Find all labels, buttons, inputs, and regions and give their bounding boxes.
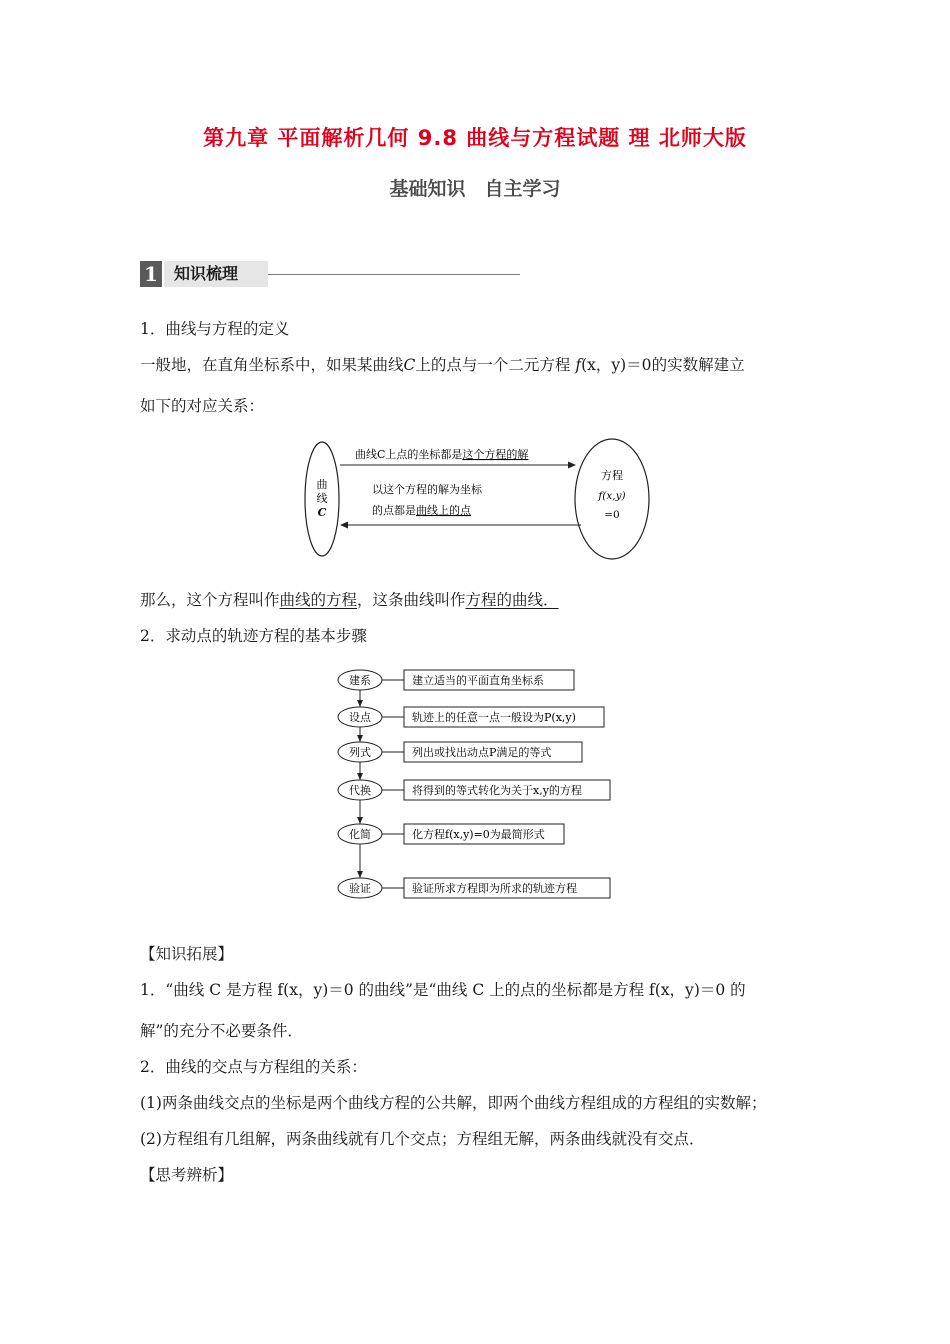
expand-item2-2: (2)方程组有几组解，两条曲线就有几个交点；方程组无解，两条曲线就没有交点．: [140, 1130, 705, 1148]
equation-label-1: 方程: [601, 469, 623, 482]
para-expr: (x，y)＝0: [581, 356, 652, 374]
think-heading: 【思考辨析】: [140, 1166, 234, 1184]
flow-step-label: 验证: [349, 882, 371, 895]
flow-step-label: 列式: [349, 746, 371, 759]
flow-arrow-head: [357, 735, 363, 742]
conclusion-paragraph: [140, 590, 820, 610]
conclusion-term-2: 方程的曲线．: [465, 591, 559, 609]
expand-item2: 2．曲线的交点与方程组的关系：: [140, 1058, 367, 1076]
arrow-head-right: [568, 462, 576, 469]
curve-label-2: 线: [316, 492, 328, 505]
flow-step-label: 代换: [349, 784, 371, 797]
arrow-bottom-text-1: 以这个方程的解为坐标: [372, 483, 482, 496]
conclusion-text-b: ，这条曲线叫作: [357, 591, 466, 609]
expand-item1-line1: 1．“曲线 C 是方程 f(x，y)＝0 的曲线”是“曲线 C 上的点的坐标都是方程 f(x，y)＝0 的: [140, 981, 746, 999]
para-var-c: C: [403, 356, 416, 374]
item1-heading: 1．曲线与方程的定义: [140, 320, 290, 338]
conclusion-text-a: 那么，这个方程叫作: [140, 591, 280, 609]
para-var-f: f: [575, 356, 582, 374]
flow-step-label: 化简: [349, 828, 371, 841]
curve-equation-diagram: [300, 436, 660, 564]
flow-arrow-head: [357, 773, 363, 780]
curve-label-1: 曲: [316, 478, 328, 491]
arrow-bottom-text-2: 的点都是曲线上的点: [372, 504, 471, 517]
para-text-b: 上的点与一个二元方程: [415, 356, 571, 374]
equation-label-3: =0: [604, 509, 620, 521]
para-text-end: 的实数解建立: [651, 356, 745, 374]
flow-arrow-head: [357, 817, 363, 824]
flow-step-label: 设点: [349, 711, 371, 724]
item1-paragraph-line2: 如下的对应关系：: [140, 397, 265, 415]
expand-item1-line2: 解”的充分不必要条件．: [140, 1022, 303, 1040]
section-label: 知识梳理: [164, 261, 268, 287]
para-text-a: 一般地，在直角坐标系中，如果某曲线: [140, 356, 404, 374]
locus-steps-flowchart: [330, 664, 620, 910]
item2-heading: 2．求动点的轨迹方程的基本步骤: [140, 627, 367, 645]
flow-arrow-head: [357, 700, 363, 707]
document-subtitle: 基础知识 自主学习: [389, 178, 561, 200]
flow-arrow-head: [357, 871, 363, 878]
flow-step-label: 建系: [349, 674, 371, 687]
section-rule: [268, 274, 520, 275]
document-title: 第九章 平面解析几何 9.8 曲线与方程试题 理 北师大版: [203, 126, 747, 150]
expand-heading: 【知识拓展】: [140, 945, 234, 963]
curve-label-3: C: [317, 506, 327, 519]
flow-note-text: 验证所求方程即为所求的轨迹方程: [412, 882, 577, 895]
flow-note-text: 轨迹上的任意一点一般设为P(x,y): [412, 711, 576, 724]
item1-paragraph: [140, 355, 820, 375]
flow-note-text: 列出或找出动点P满足的等式: [412, 746, 552, 759]
arrow-head-left: [340, 522, 348, 529]
expand-item2-1: (1)两条曲线交点的坐标是两个曲线方程的公共解，即两个曲线方程组成的方程组的实数解；: [140, 1094, 767, 1112]
flow-note-text: 将得到的等式转化为关于x,y的方程: [412, 784, 582, 797]
equation-label-2: f(x,y): [598, 490, 626, 502]
arrow-top-text: 曲线C上点的坐标都是这个方程的解: [355, 448, 529, 461]
flow-note-text: 建立适当的平面直角坐标系: [412, 674, 544, 687]
conclusion-term-1: 曲线的方程: [279, 591, 358, 609]
section-number: 1: [140, 261, 162, 287]
flow-note-text: 化方程f(x,y)=0为最简形式: [412, 828, 545, 841]
